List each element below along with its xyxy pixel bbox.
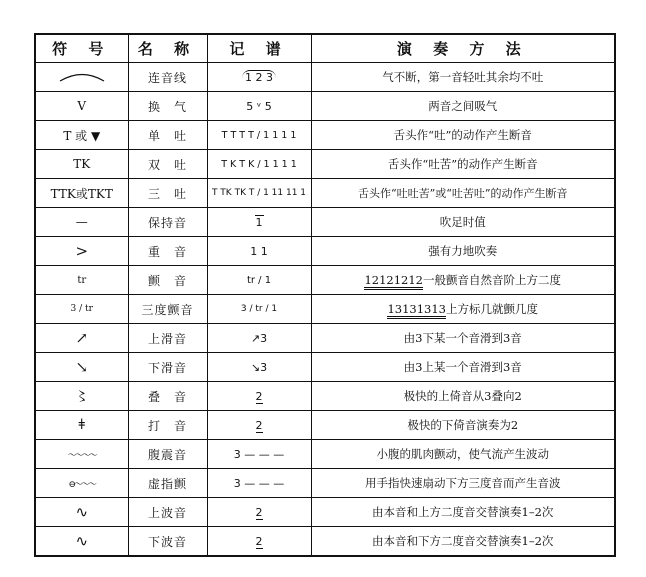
desc-cell: 由3下某一个音滑到3音 <box>311 324 615 353</box>
symbol-cell: — <box>35 208 128 237</box>
name-cell: 重 音 <box>128 237 207 266</box>
notation-cell: ↘3 <box>207 353 311 382</box>
notation-text: 2 <box>255 505 263 519</box>
trill-pattern: 12121212 <box>364 273 423 290</box>
desc-cell: 由本音和下方二度音交替演奏1–2次 <box>311 527 615 557</box>
table-row <box>35 498 615 527</box>
desc-cell: 极快的上倚音从3叠向2 <box>311 382 615 411</box>
desc-cell: 舌头作“吐苦”的动作产生断音 <box>311 150 615 179</box>
desc-cell: 强有力地吹奏 <box>311 237 615 266</box>
name-cell: 打 音 <box>128 411 207 440</box>
symbol-cell: ∿ <box>35 498 128 527</box>
table-row <box>35 440 615 469</box>
name-cell: 上滑音 <box>128 324 207 353</box>
notation-cell: tr / 1 <box>207 266 311 295</box>
trill-pattern: 13131313 <box>387 302 446 319</box>
table-row <box>35 208 615 237</box>
desc-cell <box>311 295 615 324</box>
name-cell: 双 吐 <box>128 150 207 179</box>
name-cell: 三 吐 <box>128 179 207 208</box>
desc-cell: 舌头作“吐”的动作产生断音 <box>311 121 615 150</box>
name-cell: 颤 音 <box>128 266 207 295</box>
notation-text: 2 <box>255 418 263 432</box>
notation-text: 1 <box>255 215 263 229</box>
table-row <box>35 92 615 121</box>
notation-cell <box>207 63 311 92</box>
table-row <box>35 237 615 266</box>
notation-cell: T K T K / 1 1 1 1 <box>207 150 311 179</box>
name-cell: 保持音 <box>128 208 207 237</box>
table-row <box>35 63 615 92</box>
symbol-cell: 〻 <box>35 382 128 411</box>
table-row <box>35 527 615 557</box>
notation-cell <box>207 382 311 411</box>
header-name: 名 称 <box>128 34 207 63</box>
name-cell: 三度颤音 <box>128 295 207 324</box>
symbol-cell: tr <box>35 266 128 295</box>
desc-cell <box>311 266 615 295</box>
name-cell: 下滑音 <box>128 353 207 382</box>
symbol-cell: ǂ <box>35 411 128 440</box>
notation-cell: 5 ᵛ 5 <box>207 92 311 121</box>
notation-cell <box>207 411 311 440</box>
symbol-cell: ～～～～ <box>35 440 128 469</box>
notation-cell: ↗3 <box>207 324 311 353</box>
table-row <box>35 382 615 411</box>
symbol-cell <box>35 63 128 92</box>
notation-text: 2 <box>255 534 263 548</box>
notation-text: 1 2 3 <box>242 70 276 84</box>
notation-cell: T T T T / 1 1 1 1 <box>207 121 311 150</box>
notation-cell <box>207 527 311 557</box>
symbol-cell: TK <box>35 150 128 179</box>
desc-cell: 气不断，第一音轻吐其余均不吐 <box>311 63 615 92</box>
notation-cell <box>207 208 311 237</box>
symbol-cell: T 或 ▼ <box>35 121 128 150</box>
table-row <box>35 179 615 208</box>
name-cell: 下波音 <box>128 527 207 557</box>
notation-cell: T TK TK T / 1 11 11 1 <box>207 179 311 208</box>
table-row <box>35 266 615 295</box>
table-row <box>35 469 615 498</box>
desc-text: 上方标几就颤几度 <box>446 302 539 316</box>
name-cell: 单 吐 <box>128 121 207 150</box>
desc-cell: 由3上某一个音滑到3音 <box>311 353 615 382</box>
name-cell: 换 气 <box>128 92 207 121</box>
desc-cell: 由本音和上方二度音交替演奏1–2次 <box>311 498 615 527</box>
symbol-cell: ↘ <box>35 353 128 382</box>
notation-cell: 3 / tr / 1 <box>207 295 311 324</box>
name-cell: 虚指颤 <box>128 469 207 498</box>
table-row <box>35 295 615 324</box>
name-cell: 腹震音 <box>128 440 207 469</box>
notation-text: 2 <box>255 389 263 403</box>
notation-cell: 3 — — — <box>207 440 311 469</box>
notation-cell: 1 1 <box>207 237 311 266</box>
desc-cell: 吹足时值 <box>311 208 615 237</box>
symbol-cell: V <box>35 92 128 121</box>
table-row <box>35 150 615 179</box>
notation-cell <box>207 498 311 527</box>
table-row <box>35 324 615 353</box>
desc-cell: 小腹的肌肉颤动，使气流产生波动 <box>311 440 615 469</box>
symbol-cell: ⊖～～～ <box>35 469 128 498</box>
desc-cell: 两音之间吸气 <box>311 92 615 121</box>
table-row <box>35 353 615 382</box>
header-row <box>35 34 615 63</box>
name-cell: 上波音 <box>128 498 207 527</box>
desc-text: 一般颤音自然音阶上方二度 <box>423 273 562 287</box>
desc-cell: 舌头作“吐吐苦”或“吐苦吐”的动作产生断音 <box>311 179 615 208</box>
symbol-cell: ∿ <box>35 527 128 557</box>
symbol-cell: ↗ <box>35 324 128 353</box>
notation-table <box>34 33 616 557</box>
notation-cell: 3 — — — <box>207 469 311 498</box>
header-performance: 演 奏 方 法 <box>311 34 615 63</box>
table-row <box>35 411 615 440</box>
desc-cell: 极快的下倚音演奏为2 <box>311 411 615 440</box>
symbol-cell: > <box>35 237 128 266</box>
symbol-cell: 3 / tr <box>35 295 128 324</box>
slur-icon <box>57 70 107 82</box>
name-cell: 连音线 <box>128 63 207 92</box>
header-notation: 记 谱 <box>207 34 311 63</box>
table-row <box>35 121 615 150</box>
header-symbol: 符 号 <box>35 34 128 63</box>
desc-cell: 用手指快速扇动下方三度音而产生音波 <box>311 469 615 498</box>
symbol-cell: TTK或TKT <box>35 179 128 208</box>
name-cell: 叠 音 <box>128 382 207 411</box>
